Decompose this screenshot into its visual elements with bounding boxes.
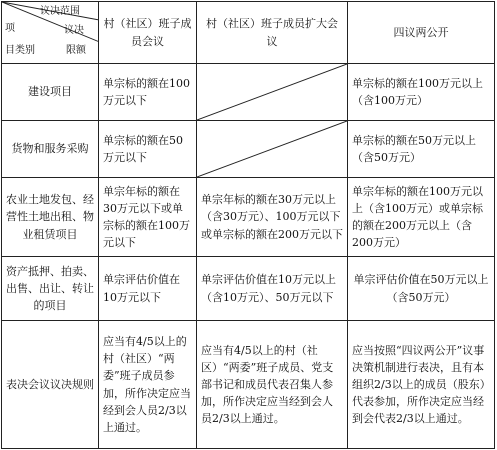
cell-four-discussions: 单宗年标的额在100万元以上（含100万元）或单宗标的额在200万元以上（含200万元） [348, 178, 495, 257]
row-category: 表决会议议决规则 [2, 321, 99, 449]
cell-four-discussions: 单宗标的额在100万元以上（含100万元） [348, 64, 495, 121]
diagonal-slash [197, 121, 347, 177]
row-category: 农业土地发包、经营性土地出租、物业租赁项目 [2, 178, 99, 257]
table-row [2, 178, 495, 257]
row-category: 货物和服务采购 [2, 121, 99, 178]
cell-committee: 单宗评估价值在10万元以下 [99, 257, 197, 321]
row-category: 建设项目 [2, 64, 99, 121]
cell-four-discussions: 单宗评估价值在50万元以上（含50万元） [348, 257, 495, 321]
corner-label-top: 议决范围 [40, 6, 80, 17]
cell-committee: 单宗标的额在100万元以下 [99, 64, 197, 121]
row-category: 资产抵押、拍卖、出售、出让、转让的项目 [2, 257, 99, 321]
table-row [2, 121, 495, 178]
decision-rules-table [1, 1, 495, 449]
diagonal-slash [197, 64, 347, 120]
header-col-committee-meeting: 村（社区）班子成员会议 [99, 2, 197, 64]
header-col-four-discussions: 四议两公开 [348, 2, 495, 64]
cell-extended: 单宗评估价值在10万元以上（含10万元）、50万元以下 [197, 257, 348, 321]
header-col-extended-meeting: 村（社区）班子成员扩大会议 [197, 2, 348, 64]
cell-extended: 单宗年标的额在30万元以上（含30万元）、100万元以下或单宗标的额在200万元以下 [197, 178, 348, 257]
header-row [2, 2, 495, 64]
corner-label-bottom-right: 限额 [66, 45, 86, 56]
table-row [2, 257, 495, 321]
cell-committee: 单宗年标的额在30万元以下或单宗标的额在100万元以下 [99, 178, 197, 257]
cell-not-applicable [197, 64, 348, 121]
corner-label-mid-left: 项 [5, 23, 15, 34]
table-row [2, 321, 495, 449]
table-row [2, 64, 495, 121]
cell-committee: 单宗标的额在50万元以下 [99, 121, 197, 178]
cell-committee: 应当有4/5以上的村（社区）“两委”班子成员参加，所作决定应当经到会人员2/3以上通过。 [99, 321, 197, 449]
corner-label-bottom-left: 目类别 [5, 45, 35, 56]
cell-four-discussions: 应当按照“四议两公开”议事决策机制进行表决，且有本组织2/3以上的成员（股东）代表参加，所作决定应当经到会代表2/3以上通过。 [348, 321, 495, 449]
header-corner-cell [2, 2, 99, 64]
cell-extended: 应当有4/5以上的村（社区）“两委”班子成员、党支部书记和成员代表召集人参加，所作决定应当经到会人员2/3以上通过。 [197, 321, 348, 449]
corner-label-mid-right: 议决 [64, 25, 84, 36]
cell-four-discussions: 单宗标的额在50万元以上（含50万元） [348, 121, 495, 178]
cell-not-applicable [197, 121, 348, 178]
